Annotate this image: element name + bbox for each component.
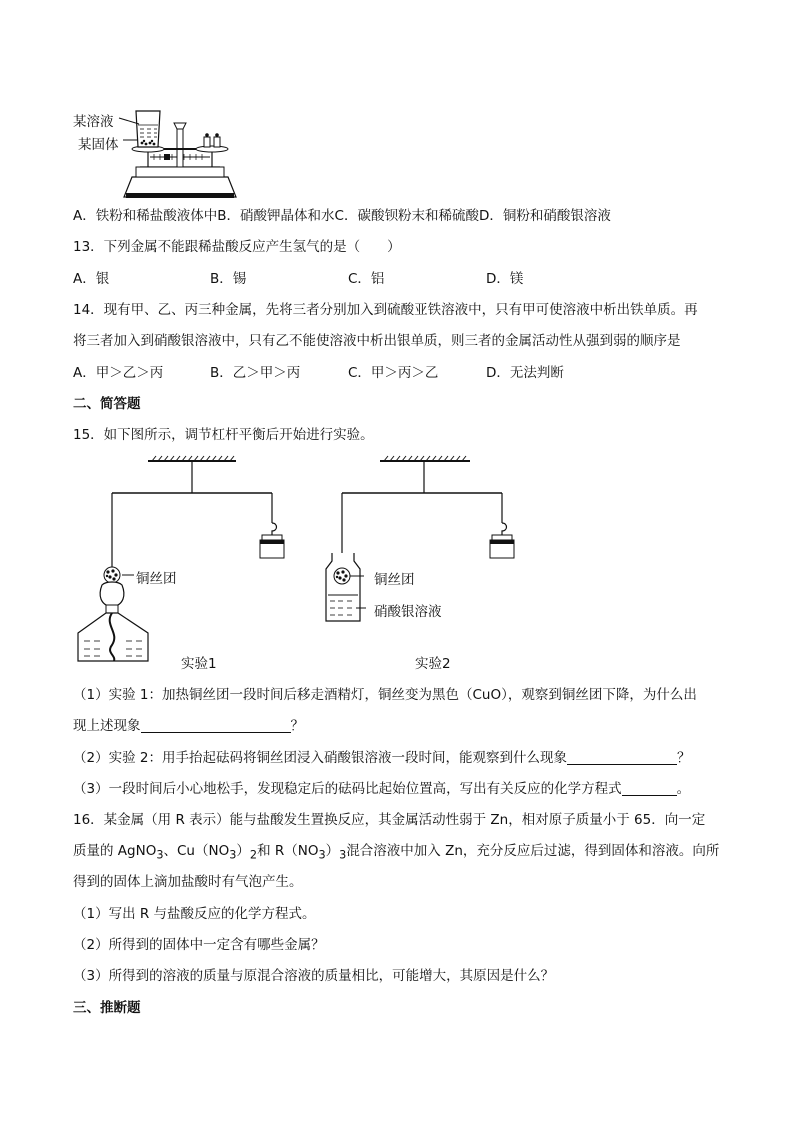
q16-sub-5: 3 (339, 848, 347, 862)
q16-sub-1: 3 (156, 848, 164, 862)
q16-text-f: 混合溶液中加入 Zn，充分反应后过滤，得到固体和溶液。向所 (346, 843, 720, 859)
experiment-1-drawing (70, 455, 290, 675)
q13-stem: 13．下列金属不能跟稀盐酸反应产生氢气的是（ ） (73, 239, 401, 255)
q15-stem: 15．如下图所示，调节杠杆平衡后开始进行实验。 (73, 427, 374, 443)
q14-option-b[interactable]: B．乙＞甲＞丙 (210, 365, 301, 381)
q15-part3-answer-blank[interactable] (622, 781, 677, 796)
q14-stem-line2: 将三者加入到硝酸银溶液中，只有乙不能使溶液中析出银单质，则三者的金属活动性从强到弱的顺序是 (73, 333, 681, 349)
q14-option-d[interactable]: D．无法判断 (486, 365, 564, 381)
q16-part1: （1）写出 R 与盐酸反应的化学方程式。 (73, 906, 316, 922)
q16-text-e: ） (325, 843, 340, 859)
q16-sub-4: 3 (318, 848, 326, 862)
q16-sub-3: 2 (249, 848, 258, 862)
q15-part2-end: ？ (676, 750, 691, 766)
q13-option-d[interactable]: D．镁 (486, 271, 524, 287)
q16-text-a: 质量的 AgNO (73, 843, 157, 859)
q14-option-a[interactable]: A．甲＞乙＞丙 (73, 365, 164, 381)
q15-part1-line2 (73, 717, 304, 735)
q15-part2 (73, 749, 690, 767)
q13-option-c[interactable]: C．铝 (348, 271, 385, 287)
q16-text-d: 和 R（NO (257, 843, 319, 859)
q12-option-d[interactable]: D．铜粉和硝酸银溶液 (478, 208, 611, 224)
q16-stem-line3: 得到的固体上滴加盐酸时有气泡产生。 (73, 874, 303, 890)
q13-option-a[interactable]: A．银 (73, 271, 110, 287)
q15-part3-text: （3）一段时间后小心地松手，发现稳定后的砝码比起始位置高，写出有关反应的化学方程式 (73, 781, 622, 797)
q16-stem-line1: 16．某金属（用 R 表示）能与盐酸发生置换反应，其金属活动性弱于 Zn，相对原子质量小于 65．向一定 (73, 812, 706, 828)
q13-option-b[interactable]: B．锡 (210, 271, 247, 287)
q15-part1-line1: （1）实验 1：加热铜丝团一段时间后移走酒精灯，铜丝变为黑色（CuO），观察到铜丝团下降，为什么出 (73, 687, 697, 703)
q14-stem-line1: 14．现有甲、乙、丙三种金属，先将三者分别加入到硫酸亚铁溶液中，只有甲可使溶液中析出铁单质。再 (73, 302, 698, 318)
q15-part1-text: 现上述现象 (73, 718, 141, 734)
label-leader-lines (115, 110, 165, 150)
exp1-caption: 实验1 (181, 656, 217, 672)
exp1-copper-label: 铜丝团 (136, 571, 177, 587)
label-solid: 某固体 (78, 137, 119, 153)
q15-part1-end: ？ (290, 718, 304, 734)
experiment-2-drawing (320, 455, 540, 675)
q12-option-a[interactable]: A．铁粉和稀盐酸液体中 (73, 208, 218, 224)
q16-text-c: ） (236, 843, 250, 859)
q14-option-c[interactable]: C．甲＞丙＞乙 (348, 365, 439, 381)
exp2-solution-label: 硝酸银溶液 (374, 604, 442, 620)
q15-part3 (73, 780, 690, 798)
q15-part2-answer-blank[interactable] (567, 750, 677, 765)
q15-part2-text: （2）实验 2：用手抬起砝码将铜丝团浸入硝酸银溶液一段时间，能观察到什么现象 (73, 750, 567, 766)
q16-sub-2: 3 (229, 848, 237, 862)
q15-part1-answer-blank[interactable] (141, 718, 291, 733)
section-2-title: 二、简答题 (73, 396, 141, 412)
q12-option-b[interactable]: B．硝酸钾晶体和水 (217, 208, 335, 224)
q16-stem-line2 (73, 842, 719, 865)
q12-options (73, 207, 611, 225)
q16-part3: （3）所得到的溶液的质量与原混合溶液的质量相比，可能增大，其原因是什么？ (73, 968, 555, 984)
q12-option-c[interactable]: C．碳酸钡粉末和稀硫酸 (334, 208, 479, 224)
exp2-caption: 实验2 (415, 656, 451, 672)
label-solution: 某溶液 (73, 114, 114, 130)
section-3-title: 三、推断题 (73, 1000, 141, 1016)
exp2-copper-label: 铜丝团 (374, 572, 415, 588)
q16-part2: （2）所得到的固体中一定含有哪些金属？ (73, 937, 325, 953)
q15-part3-end: 。 (676, 781, 691, 797)
q16-text-b: 、Cu（NO (163, 843, 230, 859)
